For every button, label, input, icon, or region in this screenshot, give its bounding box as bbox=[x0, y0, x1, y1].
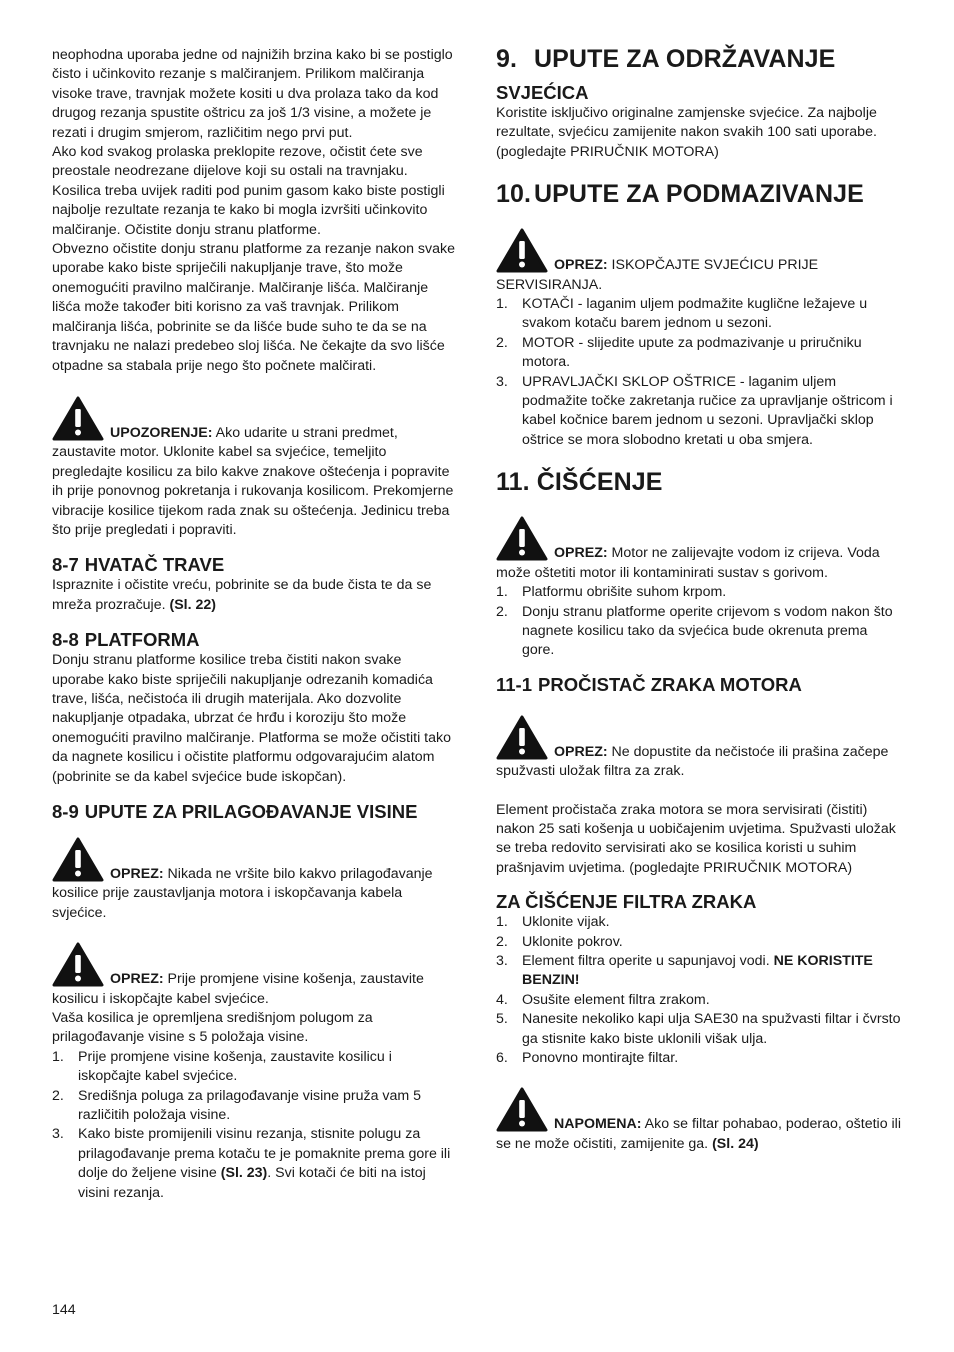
list-item: 3. Element filtra operite u sapunjavoj vodi. NE KORISTITE BENZIN! bbox=[496, 952, 873, 989]
section-text: Ispraznite i očistite vreću, pobrinite se da bude čista te da se mreža prozračuje. bbox=[52, 577, 432, 613]
section-8-8 bbox=[52, 629, 457, 787]
section-11-1 bbox=[496, 674, 902, 878]
section-number: 9. bbox=[496, 45, 518, 73]
section-number: 11. bbox=[496, 468, 530, 497]
section-number: 8-9 bbox=[52, 801, 79, 822]
subsection-title: SVJEĆICA bbox=[496, 82, 589, 103]
note-notice bbox=[496, 1087, 902, 1154]
caution-text: Motor ne zalijevajte vodom iz crijeva. Voda može oštetiti motor ili kontaminirati sustav s gorivom. bbox=[496, 545, 880, 581]
figure-ref: (Sl. 24) bbox=[712, 1135, 759, 1152]
section-title: PROČISTAČ ZRAKA MOTORA bbox=[538, 673, 802, 695]
list-item: 3. Kako biste promijenili visinu rezanja, stisnite polugu za prilagođavanje prema kotaču te je pomaknite prema gore ili dolje do željene visine (Sl. 23). Svi kotači će biti na istoj visini rezanja. bbox=[52, 1126, 451, 1201]
section-text: Vaša kosilica je opremljena središnjom polugom za prilagođavanje visine s 5 položaja visine. bbox=[52, 1010, 373, 1046]
filter-cleaning-section bbox=[496, 891, 902, 1154]
section-title: HVATAČ TRAVE bbox=[84, 554, 225, 576]
list-item: 6. Ponovno montirajte filtar. bbox=[496, 1050, 679, 1066]
list-item: 1. KOTAČI - laganim uljem podmažite kuglične ležajeve u svakom kotaču barem jednom u sezoni. bbox=[496, 296, 868, 332]
section-10 bbox=[496, 179, 902, 450]
steps-list bbox=[496, 913, 902, 1068]
caution-label: OPREZ: bbox=[554, 743, 608, 760]
caution-notice bbox=[52, 837, 457, 923]
warning-label: UPOZORENJE: bbox=[110, 424, 213, 441]
list-item: 2. Donju stranu platforme operite crijevom s vodom nakon što nagnete kosilicu tako da svjećica bude okrenuta prema gore. bbox=[496, 603, 893, 659]
section-number: 8-8 bbox=[52, 629, 79, 651]
section-8-9 bbox=[52, 801, 457, 1203]
caution-text: Ne dopustite da nečistoće ili prašina začepe spužvasti uložak filtra za zrak. bbox=[496, 743, 889, 780]
section-title: ZA ČIŠĆENJE FILTRA ZRAKA bbox=[496, 891, 757, 913]
section-title: UPUTE ZA ODRŽAVANJE bbox=[534, 45, 836, 73]
caution-text: ISKOPČAJTE SVJEĆICU PRIJE SERVISIRANJA. bbox=[496, 257, 819, 293]
list-item: 2. MOTOR - slijedite upute za podmazivanje u priručniku motora. bbox=[496, 334, 862, 371]
list-item: 5. Nanesite nekoliko kapi ulja SAE30 na spužvasti filtar i čvrsto ga stisnite kako biste uklonili višak ulja. bbox=[496, 1011, 901, 1047]
note-label: NAPOMENA: bbox=[554, 1116, 642, 1133]
right-column bbox=[496, 46, 902, 1154]
section-text: Element pročistača zraka motora se mora servisirati (čistiti) nakon 25 sati košenja u uobičajenim uvjetima. Spužvasti uložak se treba redovito servisirati ako se kosilica koristi u suhim prašnjavim uvjetima. (pogledajte PRIRUČNIK MOTORA) bbox=[496, 801, 896, 876]
list-item: 2. Uklonite pokrov. bbox=[496, 933, 623, 950]
caution-text: Prije promjene visine košenja, zaustavite kosilicu i iskopčajte kabel svjećice. bbox=[52, 971, 424, 1007]
section-11 bbox=[496, 467, 902, 660]
list-item: 4. Osušite element filtra zrakom. bbox=[496, 991, 710, 1008]
list-item: 1. Prije promjene visine košenja, zaustavite kosilicu i iskopčajte kabel svjećice. bbox=[52, 1048, 392, 1085]
caution-notice bbox=[52, 942, 457, 1009]
list-item: 2. Središnja poluga za prilagođavanje visine pruža vam 5 različitih položaja visine. bbox=[52, 1087, 422, 1124]
figure-ref: (Sl. 22) bbox=[169, 596, 217, 613]
note-text: Ako se filtar pohabao, poderao, oštetio ili se ne može očistiti, zamijenite ga. bbox=[496, 1116, 901, 1152]
intro-paragraph-3: Obvezno očistite donju stranu platforme za rezanje nakon svake uporabe kako biste spriječili nakupljanje trave, što može onemogućiti pravilno malčiranje. Malčiranje lišća. Malčiranje lišća može također biti korisno za vaš travnjak. Prilikom malčiranja lišća, pobrinite se da lišće bude suho te da se na travnjaku ne nalazi predebeo sloj lišća. Ne čekajte da svo lišće otpadne sa stabala prije nego što počnete malčirati. bbox=[52, 241, 455, 374]
warning-text: Ako udarite u strani predmet, zaustavite motor. Uklonite kabel sa svjećice, temeljito pregledajte kosilicu za bilo kakve znakove oštećenja i popravite ih prije ponovnog pokretanja i rukovanja kosilicom. Prekomjerne vibracije kosilice tijekom rada znak su oštećenja. Jedinicu treba što prije pregledati i popraviti. bbox=[52, 424, 454, 538]
list-item: 3. UPRAVLJAČKI SKLOP OŠTRICE - laganim uljem podmažite točke zakretanja ručice za upravljanje oštricom i kabel kočnice barem jednom u sezoni. Upravljački sklop oštrice se mora slobodno kretati u oba smjera. bbox=[496, 373, 893, 448]
section-number: 8-7 bbox=[52, 554, 79, 576]
left-column bbox=[52, 46, 457, 1203]
section-title: UPUTE ZA PRILAGOĐAVANJE VISINE bbox=[84, 801, 418, 822]
section-text: Donju stranu platforme kosilice treba čistiti nakon svake uporabe kako biste spriječili nakupljanje odrezanih komadića trave, lišća, nečistoća ili drugih materijala. Ako dozvolite nakupljanje otpadaka, ubrzat će hrđu i koroziju što može onemogućiti pravilno malčiranje. Platforma se može očistiti tako da nagnete kosilicu i očistite platformu odgovarajućim alatom (pobrinite se da kabel svjećice bude iskopčan). bbox=[52, 652, 451, 785]
caution-label: OPREZ: bbox=[110, 866, 164, 882]
caution-label: OPREZ: bbox=[110, 971, 164, 988]
intro-paragraph-2: Ako kod svakog prolaska preklopite rezove, očistit ćete sve preostale neodrezane dijelove koji su ostali na travnjaku. Kosilica treba uvijek raditi pod punim gasom kako biste postigli najbolje rezultate rezanja te kako bi mogla izvršiti učinkovito malčiranje. Očistite donju stranu platforme. bbox=[52, 144, 445, 238]
list-item: 1. Uklonite vijak. bbox=[496, 914, 610, 931]
caution-notice bbox=[496, 228, 902, 295]
caution-notice bbox=[496, 715, 902, 782]
page-number: 144 bbox=[52, 1302, 76, 1318]
section-title: UPUTE ZA PODMAZIVANJE bbox=[534, 180, 864, 209]
caution-label: OPREZ: bbox=[554, 545, 608, 562]
steps-list bbox=[52, 1048, 457, 1203]
caution-label: OPREZ: bbox=[554, 257, 608, 274]
list-item: 1. Platformu obrišite suhom krpom. bbox=[496, 584, 727, 601]
section-text: Koristite isključivo originalne zamjenske svjećice. Za najbolje rezultate, svjećicu zamijenite nakon svakih 100 sati uporabe. (pogledajte PRIRUČNIK MOTORA) bbox=[496, 105, 877, 160]
steps-list bbox=[496, 583, 902, 661]
caution-notice bbox=[496, 516, 902, 583]
section-number: 10. bbox=[496, 180, 532, 209]
section-title: PLATFORMA bbox=[84, 629, 200, 651]
intro-paragraph-1: neophodna uporaba jedne od najnižih brzina kako bi se postiglo čisto i učinkovito rezanje s malčiranjem. Prilikom malčiranja visoke trave, travnjak možete kositi u dva prolaza tako da kod drugog rezanja spustite oštricu za još 1/3 visine, a možete je rezati i drugim smjerom, različitim nego prvi put. bbox=[52, 47, 453, 141]
figure-ref: (Sl. 23) bbox=[220, 1165, 268, 1182]
section-9 bbox=[496, 44, 902, 162]
section-8-7 bbox=[52, 554, 457, 615]
caution-text: Nikada ne vršite bilo kakvo prilagođavanje kosilice prije zaustavljanja motora i iskopčavanja kabela svjećice. bbox=[52, 866, 433, 921]
section-title: ČIŠĆENJE bbox=[536, 468, 663, 497]
section-number: 11-1 bbox=[496, 673, 533, 695]
warning-notice bbox=[52, 396, 457, 540]
steps-list bbox=[496, 295, 902, 450]
